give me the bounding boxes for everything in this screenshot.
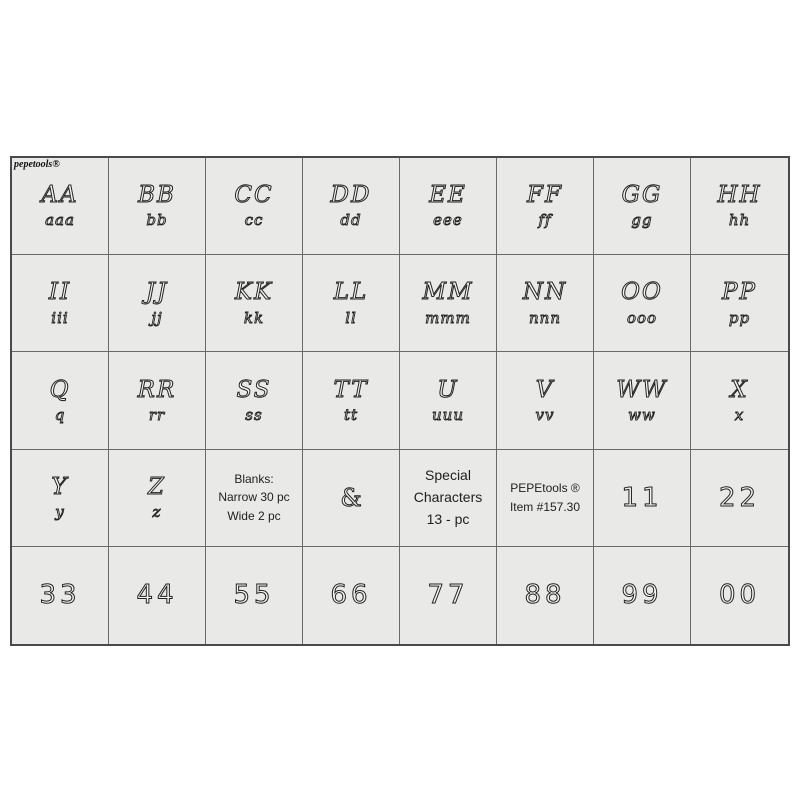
digit-glyph: 66 xyxy=(330,580,372,611)
uppercase-glyph: X xyxy=(730,376,749,403)
lowercase-glyph: ss xyxy=(245,405,263,424)
lowercase-glyph: z xyxy=(152,503,162,522)
cell-6 xyxy=(303,547,400,644)
special-line-2: Characters xyxy=(413,488,483,505)
lowercase-glyph: tt xyxy=(343,405,359,424)
ampersand-glyph: & xyxy=(340,483,362,512)
lowercase-glyph: y xyxy=(55,503,65,522)
character-grid xyxy=(10,156,790,646)
cell-r xyxy=(109,352,206,449)
item-number: Item #157.30 xyxy=(509,499,581,514)
lowercase-glyph: rr xyxy=(148,405,166,424)
blanks-narrow: Narrow 30 pc xyxy=(218,490,290,505)
item-info-cell xyxy=(497,450,594,547)
cell-7 xyxy=(400,547,497,644)
cell-l xyxy=(303,255,400,352)
cell-n xyxy=(497,255,594,352)
cell-u xyxy=(400,352,497,449)
uppercase-glyph: PP xyxy=(722,279,757,306)
lowercase-glyph: aaa xyxy=(45,211,75,230)
cell-k xyxy=(206,255,303,352)
ampersand-cell xyxy=(303,450,400,547)
cell-a xyxy=(12,158,109,255)
cell-5 xyxy=(206,547,303,644)
uppercase-glyph: TT xyxy=(333,376,369,403)
blanks-title: Blanks: xyxy=(234,471,274,486)
lowercase-glyph: vv xyxy=(535,405,555,424)
lowercase-glyph: nnn xyxy=(529,308,561,327)
digit-glyph: 00 xyxy=(718,580,761,611)
cell-j xyxy=(109,255,206,352)
cell-c xyxy=(206,158,303,255)
lowercase-glyph: q xyxy=(54,405,66,424)
blanks-cell xyxy=(206,450,303,547)
cell-9 xyxy=(594,547,691,644)
uppercase-glyph: Z xyxy=(148,473,166,500)
lowercase-glyph: iii xyxy=(51,308,69,327)
digit-glyph: 22 xyxy=(718,482,761,513)
special-count: 13 - pc xyxy=(426,510,470,527)
digit-glyph: 99 xyxy=(621,580,663,611)
cell-z xyxy=(109,450,206,547)
lowercase-glyph: ooo xyxy=(626,308,658,327)
lowercase-glyph: hh xyxy=(728,211,751,230)
cell-y xyxy=(12,450,109,547)
lowercase-glyph: bb xyxy=(146,211,168,230)
cell-2 xyxy=(691,450,788,547)
cell-g xyxy=(594,158,691,255)
uppercase-glyph: II xyxy=(48,279,72,306)
uppercase-glyph: GG xyxy=(621,182,663,209)
brand-logo: pepetools® xyxy=(14,159,60,170)
cell-s xyxy=(206,352,303,449)
uppercase-glyph: KK xyxy=(234,279,274,306)
uppercase-glyph: Y xyxy=(51,473,69,500)
lowercase-glyph: gg xyxy=(631,211,653,230)
digit-glyph: 55 xyxy=(233,580,275,611)
uppercase-glyph: HH xyxy=(717,182,762,209)
uppercase-glyph: DD xyxy=(330,182,372,209)
cell-8 xyxy=(497,547,594,644)
lowercase-glyph: x xyxy=(734,405,745,424)
lowercase-glyph: dd xyxy=(340,211,362,230)
lowercase-glyph: ll xyxy=(345,308,357,327)
uppercase-glyph: FF xyxy=(527,182,563,209)
uppercase-glyph: Q xyxy=(49,376,71,403)
uppercase-glyph: V xyxy=(535,376,555,403)
uppercase-glyph: NN xyxy=(522,279,568,306)
uppercase-glyph: EE xyxy=(429,182,467,209)
lowercase-glyph: ff xyxy=(538,211,552,230)
cell-t xyxy=(303,352,400,449)
digit-glyph: 88 xyxy=(524,580,566,611)
special-line-1: Special xyxy=(425,467,471,484)
digit-glyph: 44 xyxy=(136,580,178,611)
cell-1 xyxy=(594,450,691,547)
cell-v xyxy=(497,352,594,449)
uppercase-glyph: OO xyxy=(621,279,663,306)
cell-x xyxy=(691,352,788,449)
lowercase-glyph: mmm xyxy=(425,308,471,327)
uppercase-glyph: JJ xyxy=(145,279,169,306)
item-brand: PEPEtools ® xyxy=(510,481,580,496)
cell-i xyxy=(12,255,109,352)
cell-p xyxy=(691,255,788,352)
cell-f xyxy=(497,158,594,255)
cell-e xyxy=(400,158,497,255)
lowercase-glyph: jj xyxy=(151,308,163,327)
uppercase-glyph: U xyxy=(437,376,459,403)
lowercase-glyph: uuu xyxy=(432,405,464,424)
cell-m xyxy=(400,255,497,352)
uppercase-glyph: BB xyxy=(138,182,176,209)
cell-d xyxy=(303,158,400,255)
uppercase-glyph: AA xyxy=(41,182,79,209)
cell-w xyxy=(594,352,691,449)
uppercase-glyph: RR xyxy=(137,376,177,403)
uppercase-glyph: WW xyxy=(616,376,668,403)
uppercase-glyph: LL xyxy=(333,279,369,306)
lowercase-glyph: cc xyxy=(244,211,264,230)
special-characters-cell xyxy=(400,450,497,547)
cell-h xyxy=(691,158,788,255)
lowercase-glyph: kk xyxy=(243,308,265,327)
cell-o xyxy=(594,255,691,352)
uppercase-glyph: MM xyxy=(422,279,474,306)
cell-q xyxy=(12,352,109,449)
digit-glyph: 33 xyxy=(39,580,81,611)
digit-glyph: 11 xyxy=(621,482,663,513)
lowercase-glyph: pp xyxy=(728,308,751,327)
uppercase-glyph: CC xyxy=(234,182,274,209)
uppercase-glyph: SS xyxy=(236,376,272,403)
cell-b xyxy=(109,158,206,255)
cell-4 xyxy=(109,547,206,644)
blanks-wide: Wide 2 pc xyxy=(227,508,281,523)
cell-3 xyxy=(12,547,109,644)
lowercase-glyph: ww xyxy=(628,405,656,424)
lowercase-glyph: eee xyxy=(433,211,463,230)
cell-0 xyxy=(691,547,788,644)
digit-glyph: 77 xyxy=(427,580,469,611)
